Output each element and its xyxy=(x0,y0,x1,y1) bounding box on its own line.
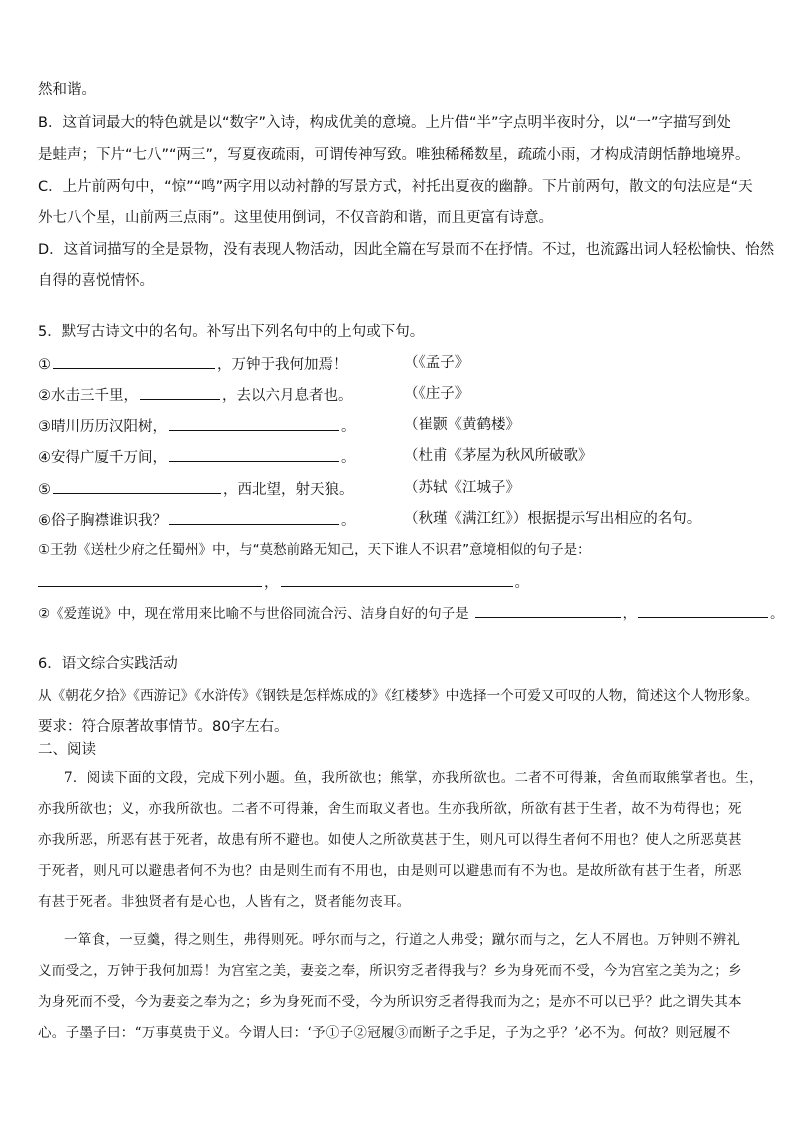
answer-blank[interactable] xyxy=(53,478,221,494)
q5-title: 5．默写古诗文中的名句。补写出下列名句中的上句或下句。 xyxy=(38,324,425,340)
q5-source-1: （《孟子》 xyxy=(404,355,470,371)
q7-para1-line3: 亦我所恶，所恶有甚于死者，故患有所不避也。如使人之所欲莫甚于生，则凡可以得生者何不用也？使人之所恶莫甚 xyxy=(38,832,742,848)
q4-option-a-end: 然和谐。 xyxy=(38,82,96,98)
q7-para1-line4: 于死者，则凡可以避患者何不为也？由是则生而有不用也，由是则可以避患而有不为也。是故所欲有甚于生者，所恶 xyxy=(38,863,742,879)
answer-blank[interactable] xyxy=(281,571,513,587)
q7-para1-line2: 亦我所欲也；义，亦我所欲也。二者不可得兼，舍生而取义者也。生亦我所欲，所欲有甚于生者，故不为苟得也；死 xyxy=(38,801,742,817)
q5-item-4: ④安得广厦千万间， 。 （杜甫《茅屋为秋风所破歌》 xyxy=(38,448,593,466)
answer-blank[interactable] xyxy=(475,602,621,618)
q5-item-5: ⑤ ，西北望，射天狼。 （苏轼《江城子》 xyxy=(38,480,520,498)
q5-sub1-answer: ， 。 xyxy=(38,571,529,593)
q5-item-6: ⑥俗子胸襟谁识我？ 。 （秋瑾《满江红》）根据提示写出相应的名句。 xyxy=(38,511,702,529)
q5-source-3: （崔颢《黄鹤楼》 xyxy=(404,417,520,433)
answer-blank[interactable] xyxy=(638,602,768,618)
q7-para2-line1: 一箪食，一豆羹，得之则生，弗得则死。呼尔而与之，行道之人弗受；蹴尔而与之，乞人不屑也。万钟则不辨礼 xyxy=(64,932,741,948)
answer-blank[interactable] xyxy=(169,509,339,525)
q6-body: 从《朝花夕拾》《西游记》《水浒传》《钢铁是怎样炼成的》《红楼梦》中选择一个可爱又可叹的人物，简述这个人物形象。 xyxy=(38,688,759,704)
answer-blank[interactable] xyxy=(140,384,220,400)
q5-source-5: （苏轼《江城子》 xyxy=(404,480,520,496)
answer-blank[interactable] xyxy=(53,353,215,369)
q7-para1-line1: 7．阅读下面的文段，完成下列小题。鱼，我所欲也；熊掌，亦我所欲也。二者不可得兼，舍鱼而取熊掌者也。生， xyxy=(64,770,763,786)
q5-sub2: ②《爱莲说》中，现在常用来比喻不与世俗同流合污、洁身自好的句子是 ， 。 xyxy=(38,602,784,624)
q4-option-b-line1: B．这首词最大的特色就是以“数字”入诗，构成优美的意境。上片借“半”字点明半夜时分，以“一”字描写到处 xyxy=(38,115,732,131)
q5-item-2: ②水击三千里， ，去以六月息者也。 （《庄子》 xyxy=(38,386,470,404)
q5-source-4: （杜甫《茅屋为秋风所破歌》 xyxy=(404,448,593,464)
answer-blank[interactable] xyxy=(38,571,262,587)
q7-para2-line2: 义而受之，万钟于我何加焉！为宫室之美，妻妾之奉，所识穷乏者得我与？乡为身死而不受，今为宫室之美为之；乡 xyxy=(38,963,742,979)
q5-item-3: ③晴川历历汉阳树， 。 （崔颢《黄鹤楼》 xyxy=(38,417,520,435)
q5-source-6: （秋瑾《满江红》）根据提示写出相应的名句。 xyxy=(404,511,702,527)
answer-blank[interactable] xyxy=(169,446,339,462)
q4-option-d-line2: 自得的喜悦情怀。 xyxy=(38,273,154,289)
q4-option-c-line2: 外七八个星，山前两三点雨”。这里使用倒词，不仅音韵和谐，而且更富有诗意。 xyxy=(38,210,554,226)
q7-para1-line5: 有甚于死者。非独贤者有是心也，人皆有之，贤者能勿丧耳。 xyxy=(38,894,411,910)
q4-option-d-line1: D．这首词描写的全是景物，没有表现人物活动，因此全篇在写景而不在抒情。不过，也流露出词人轻松愉快、怡然 xyxy=(38,242,775,258)
q7-para2-line3: 为身死而不受，今为妻妾之奉为之；乡为身死而不受，今为所识穷乏者得我而为之；是亦不可以已乎？此之谓失其本 xyxy=(38,994,742,1010)
q5-sub1: ①王勃《送杜少府之任蜀州》中，与“莫愁前路无知己，天下谁人不识君”意境相似的句子是： xyxy=(38,542,591,558)
q4-option-b-line2: 是蛙声；下片“七八”“两三”，写夏夜疏雨，可谓传神写致。唯独稀稀数星，疏疏小雨，才构成清朗恬静地境界。 xyxy=(38,147,750,163)
answer-blank[interactable] xyxy=(169,415,339,431)
q5-source-2: （《庄子》 xyxy=(404,386,470,402)
section-reading-heading: 二、阅读 xyxy=(38,742,96,758)
q6-requirement: 要求：符合原著故事情节。80字左右。 xyxy=(38,719,289,735)
q6-title: 6．语文综合实践活动 xyxy=(38,656,178,672)
q5-item-1: ① ，万钟于我何加焉！ （《孟子》 xyxy=(38,355,470,373)
q4-option-c-line1: C．上片前两句中，“惊”“鸣”两字用以动衬静的写景方式，衬托出夏夜的幽静。下片前两句，散文的句法应是“天 xyxy=(38,179,753,195)
q7-para2-line4: 心。子墨子曰：“万事莫贵于义。今谓人曰：‘予①子②冠履③而断子之手足，子为之乎？’必不为。何故？则冠履不 xyxy=(38,1025,731,1041)
